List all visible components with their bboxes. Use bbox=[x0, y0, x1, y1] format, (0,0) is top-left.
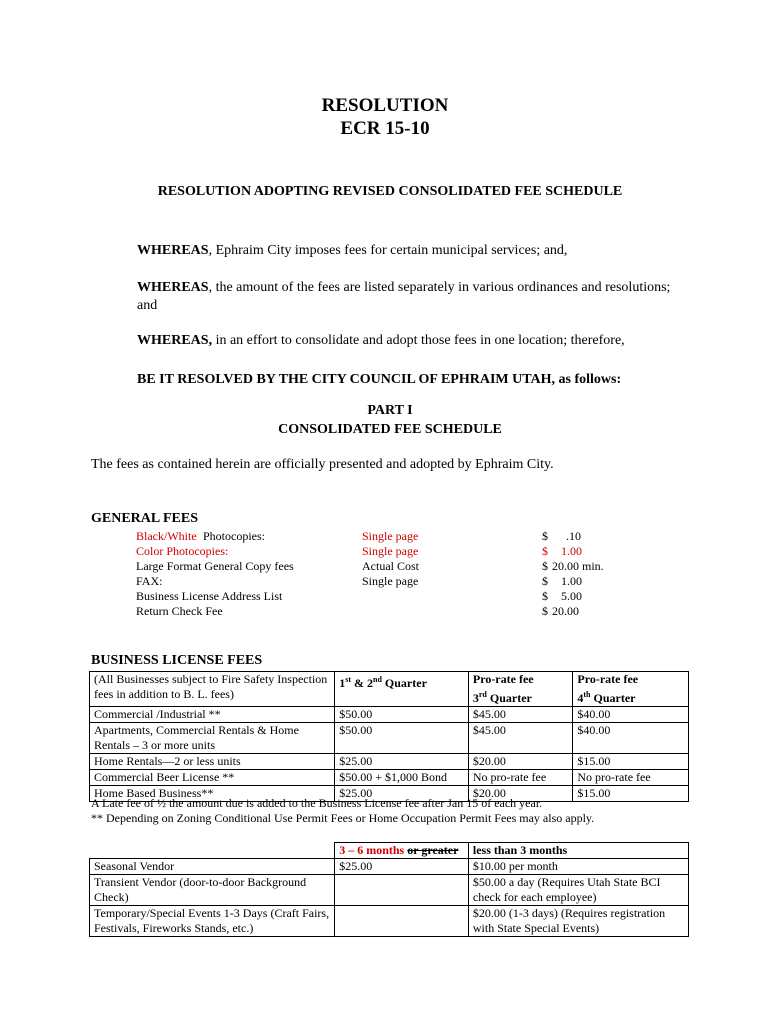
fee-dollar: $ bbox=[542, 529, 548, 543]
header-strikethrough: or greater bbox=[407, 843, 459, 857]
table-cell: $20.00 (1-3 days) (Requires registration with State Special Events) bbox=[468, 906, 688, 937]
table-header-cell bbox=[468, 672, 573, 707]
table-row bbox=[90, 906, 689, 937]
header-text: 4 bbox=[577, 691, 584, 705]
table-cell: $10.00 per month bbox=[468, 859, 688, 875]
whereas-text: in an effort to consolidate and adopt those fees in one location; therefore, bbox=[212, 333, 625, 348]
table-cell: Temporary/Special Events 1-3 Days (Craft Fairs, Festivals, Fireworks Stands, etc.) bbox=[90, 906, 335, 937]
table-cell: $45.00 bbox=[468, 723, 573, 754]
table-header-cell bbox=[335, 672, 469, 707]
table-cell: No pro-rate fee bbox=[468, 770, 573, 786]
table-cell bbox=[90, 843, 335, 859]
business-fees-table bbox=[89, 671, 689, 802]
whereas-clause-3 bbox=[137, 332, 677, 350]
header-text: 1 bbox=[339, 676, 346, 690]
table-row bbox=[90, 875, 689, 906]
table-cell: No pro-rate fee bbox=[573, 770, 689, 786]
fee-dollar: $ bbox=[542, 604, 548, 618]
table-cell: $50.00 bbox=[335, 723, 469, 754]
table-cell: $50.00 a day (Requires Utah State BCI check for each employee) bbox=[468, 875, 688, 906]
table-cell: $20.00 bbox=[468, 754, 573, 770]
fee-unit: Actual Cost bbox=[362, 559, 419, 573]
table-cell: $50.00 + $1,000 Bond bbox=[335, 770, 469, 786]
intro-text: The fees as contained herein are officially presented and adopted by Ephraim City. bbox=[91, 457, 554, 472]
fee-amount: 20.00 min. bbox=[552, 559, 604, 573]
fee-dollar: $ bbox=[542, 544, 548, 558]
resolution-number: ECR 15-10 bbox=[340, 118, 430, 139]
fee-item: Large Format General Copy fees bbox=[136, 559, 294, 573]
header-text: Pro-rate fee bbox=[577, 672, 639, 686]
general-fees-heading: GENERAL FEES bbox=[91, 511, 198, 526]
resolved-clause: BE IT RESOLVED BY THE CITY COUNCIL OF EPHRAIM UTAH, as follows: bbox=[137, 372, 622, 387]
table-cell: Seasonal Vendor bbox=[90, 859, 335, 875]
table-cell: $50.00 bbox=[335, 707, 469, 723]
table-row bbox=[90, 707, 689, 723]
document-title: RESOLUTION bbox=[321, 95, 449, 116]
general-fees-list bbox=[136, 529, 636, 619]
table-cell: $20.00 bbox=[468, 786, 573, 802]
fee-item: Return Check Fee bbox=[136, 604, 223, 618]
fee-item: Business License Address List bbox=[136, 589, 283, 603]
part-label: PART I bbox=[367, 403, 413, 418]
header-text: & 2 bbox=[351, 676, 373, 690]
table-cell: $25.00 bbox=[335, 786, 469, 802]
header-sup: rd bbox=[478, 690, 487, 699]
fee-amount: 1.00 bbox=[561, 544, 582, 558]
fee-row bbox=[136, 589, 636, 604]
table-header-row bbox=[90, 672, 689, 707]
table-cell: Home Rentals—2 or less units bbox=[90, 754, 335, 770]
header-sup: th bbox=[583, 690, 591, 699]
table-cell: (All Businesses subject to Fire Safety Inspection fees in addition to B. L. fees) bbox=[90, 672, 335, 707]
table-header-cell bbox=[335, 843, 469, 859]
table-cell bbox=[335, 875, 469, 906]
fee-unit: Single page bbox=[362, 529, 419, 543]
header-text: Quarter bbox=[381, 676, 427, 690]
fee-row bbox=[136, 559, 636, 574]
fee-amount: 1.00 bbox=[561, 574, 582, 588]
header-text: 3 bbox=[472, 691, 479, 705]
table-header-cell bbox=[573, 672, 689, 707]
fee-amount: 5.00 bbox=[561, 589, 582, 603]
whereas-lead: WHEREAS, bbox=[137, 333, 213, 348]
whereas-lead: WHEREAS bbox=[137, 280, 209, 295]
table-cell: $45.00 bbox=[468, 707, 573, 723]
whereas-text: , the amount of the fees are listed separately in various ordinances and resolutions; and bbox=[137, 280, 671, 313]
business-fees-heading: BUSINESS LICENSE FEES bbox=[91, 653, 263, 668]
fee-row bbox=[136, 604, 636, 619]
header-sup: nd bbox=[373, 675, 382, 684]
header-text: Quarter bbox=[486, 691, 532, 705]
table-row bbox=[90, 770, 689, 786]
table-cell: $25.00 bbox=[335, 754, 469, 770]
late-fee-note: A Late fee of ½ the amount due is added to the Business License fee after Jan 15 of each year. bbox=[91, 796, 543, 810]
fee-item: Photocopies: bbox=[203, 529, 265, 543]
resolution-subtitle: RESOLUTION ADOPTING REVISED CONSOLIDATED FEE SCHEDULE bbox=[157, 184, 623, 199]
fee-dollar: $ bbox=[542, 574, 548, 588]
fee-row bbox=[136, 529, 636, 544]
table-cell bbox=[335, 906, 469, 937]
table-cell: $40.00 bbox=[573, 723, 689, 754]
fee-amount: 20.00 bbox=[552, 604, 579, 618]
fee-item: FAX: bbox=[136, 574, 163, 588]
header-sup: st bbox=[345, 675, 351, 684]
table-header-cell: less than 3 months bbox=[468, 843, 688, 859]
fee-item-highlight: Color Photocopies: bbox=[136, 544, 229, 558]
fee-unit: Single page bbox=[362, 544, 419, 558]
fee-row bbox=[136, 574, 636, 589]
table-cell: $40.00 bbox=[573, 707, 689, 723]
table-cell: Commercial /Industrial ** bbox=[90, 707, 335, 723]
vendor-fees-table bbox=[89, 842, 689, 937]
table-row bbox=[90, 723, 689, 754]
header-text: Quarter bbox=[590, 691, 636, 705]
table-cell: $15.00 bbox=[573, 786, 689, 802]
fee-amount: .10 bbox=[566, 529, 581, 543]
whereas-clause-2 bbox=[137, 279, 677, 315]
fee-row bbox=[136, 544, 636, 559]
fee-unit: Single page bbox=[362, 574, 419, 588]
table-cell: Home Based Business** bbox=[90, 786, 335, 802]
header-text: 3 – 6 months bbox=[339, 843, 405, 857]
table-cell: $25.00 bbox=[335, 859, 469, 875]
fee-item-highlight: Black/White bbox=[136, 529, 197, 543]
table-row bbox=[90, 859, 689, 875]
table-row bbox=[90, 754, 689, 770]
fee-dollar: $ bbox=[542, 589, 548, 603]
table-header-row bbox=[90, 843, 689, 859]
table-cell: Commercial Beer License ** bbox=[90, 770, 335, 786]
table-cell: Transient Vendor (door-to-door Background Check) bbox=[90, 875, 335, 906]
whereas-lead: WHEREAS bbox=[137, 243, 209, 258]
whereas-clause-1 bbox=[137, 242, 677, 260]
part-title: CONSOLIDATED FEE SCHEDULE bbox=[278, 422, 502, 437]
fee-dollar: $ bbox=[542, 559, 548, 573]
header-text: Pro-rate fee bbox=[472, 672, 534, 686]
whereas-text: , Ephraim City imposes fees for certain municipal services; and, bbox=[208, 243, 568, 258]
zoning-note: ** Depending on Zoning Conditional Use Permit Fees or Home Occupation Permit Fees may also apply. bbox=[91, 811, 595, 825]
table-cell: $15.00 bbox=[573, 754, 689, 770]
table-cell: Apartments, Commercial Rentals & Home Rentals – 3 or more units bbox=[90, 723, 335, 754]
